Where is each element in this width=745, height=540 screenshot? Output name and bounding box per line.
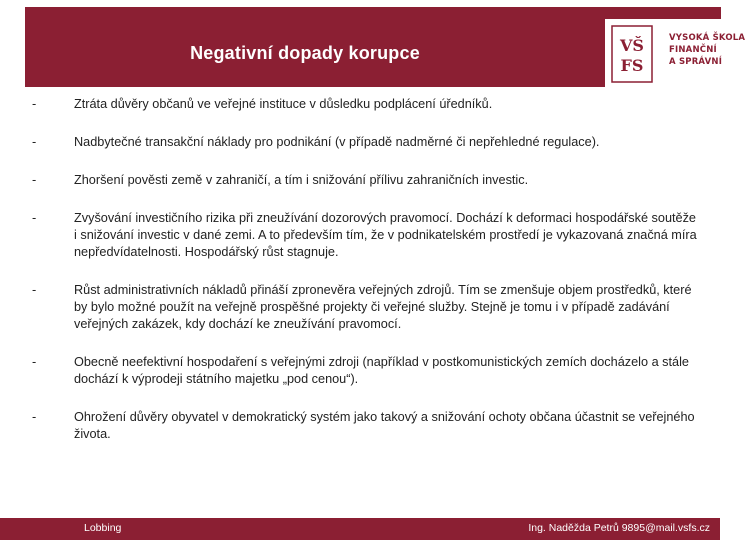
bullet-marker: -	[32, 355, 37, 369]
footer-author: Ing. Naděžda Petrů 9895@mail.vsfs.cz	[528, 522, 710, 534]
bullet-marker: -	[32, 135, 37, 149]
bullet-text: Nadbytečné transakční náklady pro podnikání (v případě nadměrné či nepřehledné regulace).	[74, 135, 600, 149]
list-item	[32, 409, 702, 443]
school-name-line: FINANČNÍ	[669, 45, 717, 55]
bullet-text: Obecně neefektivní hospodaření s veřejnými zdroji (například v postkomunistických zemích docházelo a stále dochází k výprodeji státního majetku „pod cenou“).	[74, 355, 689, 386]
school-name-line: VYSOKÁ ŠKOLA	[669, 33, 745, 43]
bullet-list	[32, 96, 702, 464]
bullet-text: Zhoršení pověsti země v zahraničí, a tím i snižování přílivu zahraničních investic.	[74, 173, 529, 187]
bullet-text: Ohrožení důvěry obyvatel v demokratický systém jako takový a snižování ochoty občana účastnit se veřejného života.	[74, 410, 695, 441]
list-item	[32, 96, 702, 113]
bullet-marker: -	[32, 211, 37, 225]
bullet-marker: -	[32, 173, 37, 187]
svg-text:FS: FS	[620, 56, 644, 75]
bullet-text: Růst administrativních nákladů přináší zpronevěra veřejných zdrojů. Tím se zmenšuje objem prostředků, které by bylo možné použít na veřejně prospěšné projekty či veřejné služby. Stejně je tomu i v případě zadávání veřejných zakázek, kdy dochází ke zneužívání pravomocí.	[74, 283, 692, 331]
bullet-marker: -	[32, 97, 37, 111]
bullet-text: Zvyšování investičního rizika při zneužívání dozorových pravomocí. Dochází k deformaci hospodářské soutěže i snižování investic v dané zemi. A to především tím, že v podnikatelském prostředí je vykazovaná značná míra nepředvídatelnosti. Hospodářský růst stagnuje.	[74, 211, 697, 259]
list-item	[32, 134, 702, 151]
list-item	[32, 282, 702, 333]
list-item	[32, 210, 702, 261]
svg-text:VŠ: VŠ	[620, 36, 644, 55]
bullet-marker: -	[32, 410, 37, 424]
footer-bar	[0, 518, 720, 540]
school-name	[669, 32, 745, 68]
bullet-marker: -	[32, 283, 37, 297]
school-logo	[605, 19, 745, 89]
list-item	[32, 172, 702, 189]
page-title: Negativní dopady korupce	[190, 43, 420, 63]
footer-topic: Lobbing	[84, 522, 122, 534]
list-item	[32, 354, 702, 388]
school-monogram-icon	[611, 25, 653, 83]
bullet-text: Ztráta důvěry občanů ve veřejné instituce v důsledku podplácení úředníků.	[74, 97, 493, 111]
school-name-line: A SPRÁVNÍ	[669, 57, 723, 67]
header-bar	[25, 7, 745, 87]
